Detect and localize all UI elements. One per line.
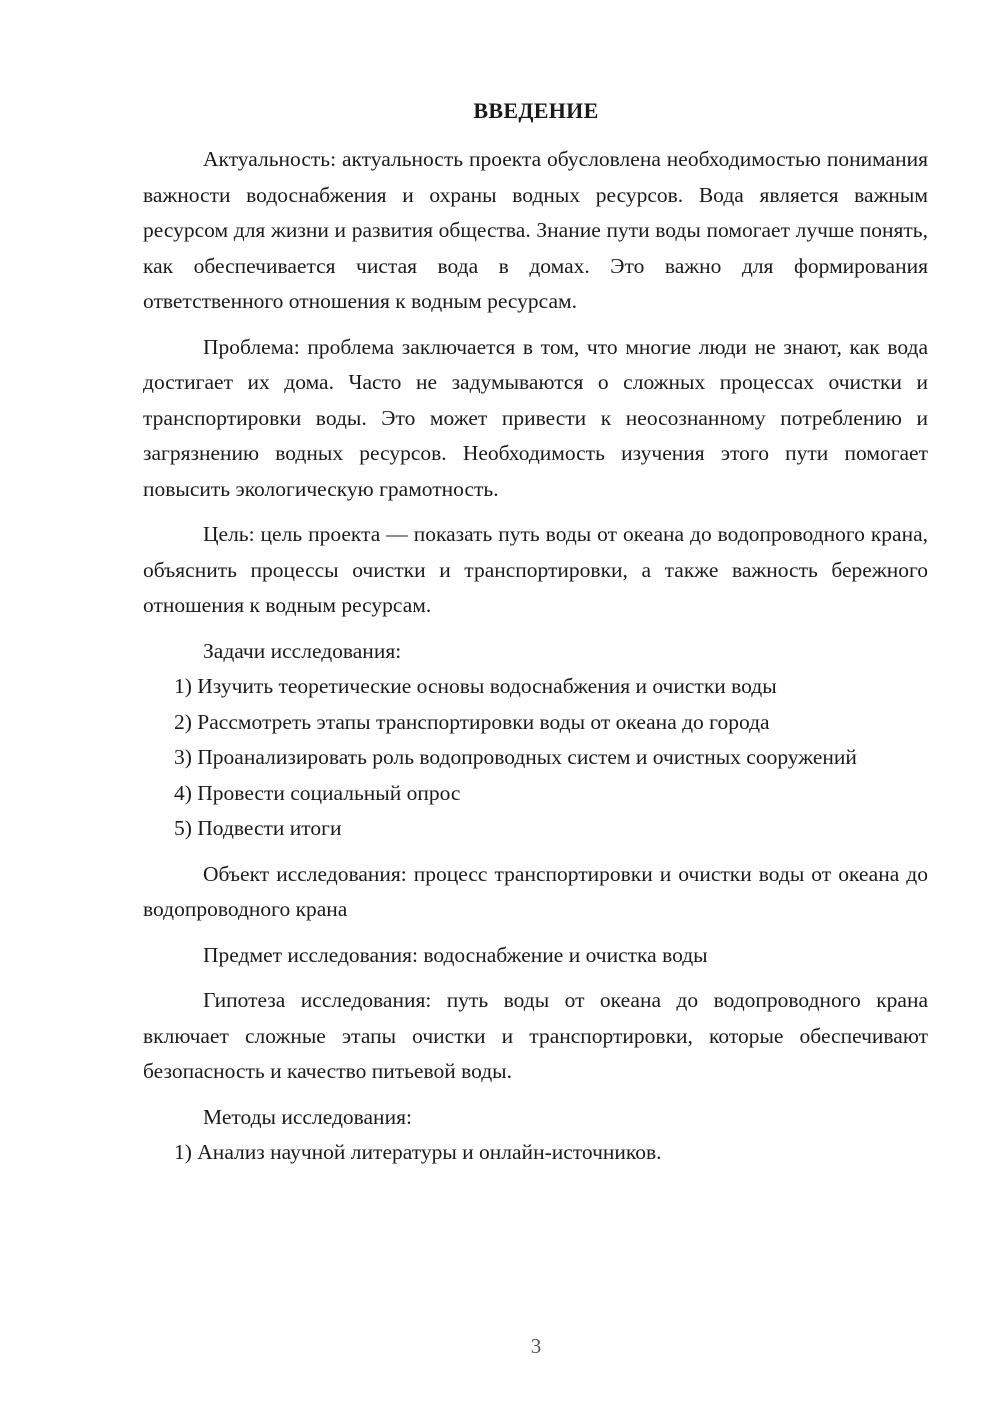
method-item-1: 1) Анализ научной литературы и онлайн-источников. (174, 1140, 662, 1164)
document-body (143, 142, 928, 1171)
page-title: ВВЕДЕНИЕ (473, 98, 599, 123)
paragraph-relevance: Актуальность: актуальность проекта обусловлена необходимостью понимания важности водоснабжения и охраны водных ресурсов. Вода является важным ресурсом для жизни и развития общества. Знание пути воды помогает лучше понять, как обеспечивается чистая вода в домах. Это важно для формирования ответственного отношения к водным ресурсам. (143, 147, 928, 313)
task-item-3: 3) Проанализировать роль водопроводных систем и очистных сооружений (174, 745, 857, 769)
paragraph-hypothesis: Гипотеза исследования: путь воды от океана до водопроводного крана включает сложные этапы очистки и транспортировки, которые обеспечивают безопасность и качество питьевой воды. (143, 988, 928, 1083)
paragraph-problem: Проблема: проблема заключается в том, что многие люди не знают, как вода достигает их дома. Часто не задумываются о сложных процессах очистки и транспортировки воды. Это может привести к неосознанному потреблению и загрязнению водных ресурсов. Необходимость изучения этого пути помогает повысить экологическую грамотность. (143, 334, 928, 501)
paragraph-object: Объект исследования: процесс транспортировки и очистки воды от океана до водопроводного крана (143, 861, 928, 921)
methods-heading: Методы исследования: (203, 1104, 412, 1129)
paragraph-subject: Предмет исследования: водоснабжение и очистка воды (203, 942, 708, 967)
task-item-2: 2) Рассмотреть этапы транспортировки воды от океана до города (174, 709, 770, 734)
paragraph-goal: Цель: цель проекта — показать путь воды от океана до водопроводного крана, объяснить процессы очистки и транспортировки, а также важность бережного отношения к водным ресурсам. (143, 522, 928, 617)
tasks-heading: Задачи исследования: (203, 638, 402, 663)
task-item-4: 4) Провести социальный опрос (174, 780, 461, 805)
task-item-5: 5) Подвести итоги (174, 816, 342, 840)
page-number: 3 (530, 1334, 542, 1358)
task-item-1: 1) Изучить теоретические основы водоснабжения и очистки воды (174, 674, 777, 698)
